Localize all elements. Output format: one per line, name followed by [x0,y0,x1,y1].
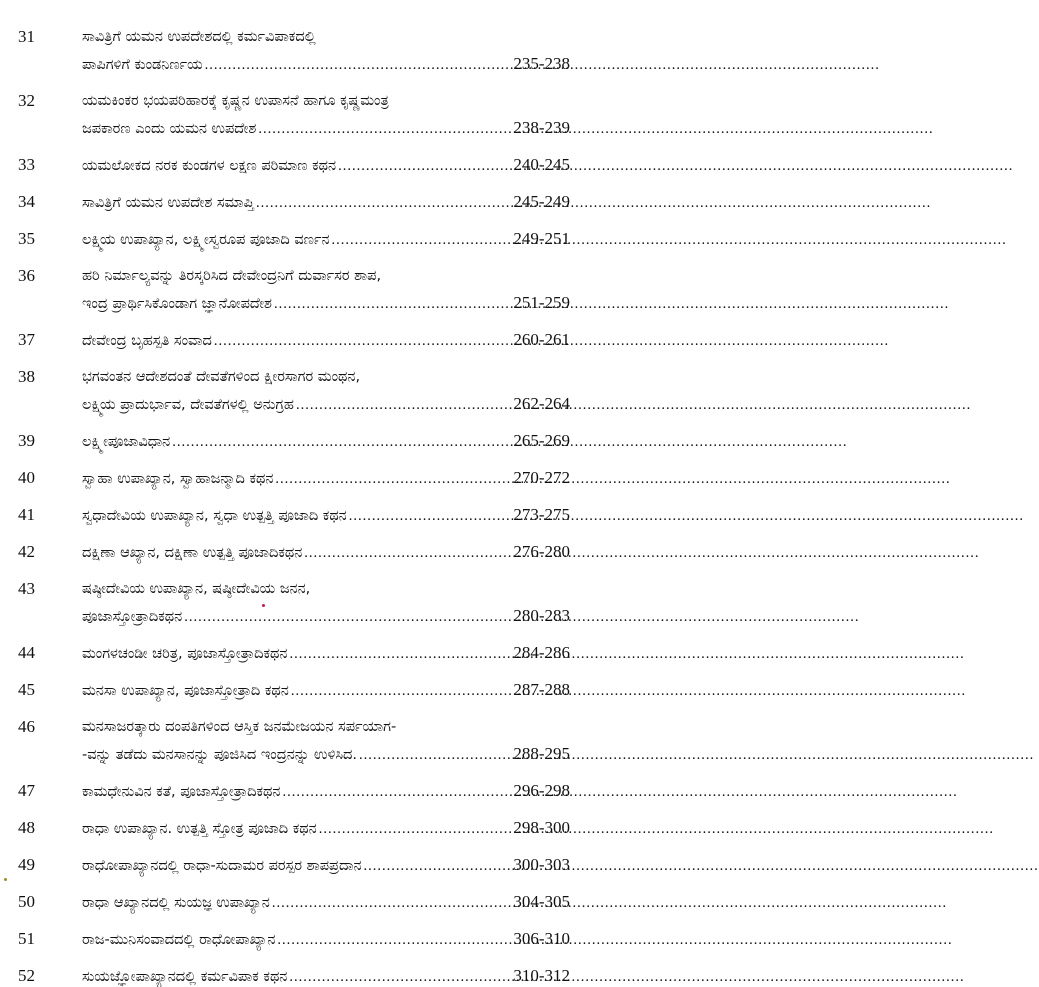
entry-title-text: ಮಂಗಳಚಂಡೀ ಚರಿತ್ರ, ಪೂಜಾಸ್ತೋತ್ರಾದಿಕಥನ [82,646,288,662]
entry-title-line: ಭಗವಂತನ ಆದೇಶದಂತೆ ದೇವತೆಗಳಿಂದ ಕ್ಷೀರಸಾಗರ ಮಂಥನ, [82,369,361,385]
entry-title-text: ಕಾಮಧೇನುವಿನ ಕತೆ, ಪೂಜಾಸ್ತೋತ್ರಾದಿಕಥನ [82,784,281,800]
entry-title-line: ಸಾವಿತ್ರಿಗೆ ಯಮನ ಉಪದೇಶದಲ್ಲಿ ಕರ್ಮವಿಪಾಕದಲ್ಲಿ [82,29,316,45]
page-range: 296-298 [513,781,570,800]
entry-number: 49 [18,855,35,874]
entry-title-final-line [82,118,570,139]
entry-title-final-line [82,929,570,950]
page-range: 273-275 [513,505,570,524]
entry-number: 48 [18,818,35,837]
entry-title-line: ಹರಿ ನಿರ್ಮಾಲ್ಯವನ್ನು ತಿರಸ್ಕರಿಸಿದ ದೇವೇಂದ್ರನಿಗೆ ದುರ್ವಾಸರ ಶಾಪ, [82,268,382,284]
entry-number: 45 [18,680,35,699]
entry-title-text: ದೇವೇಂದ್ರ ಬೃಹಸ್ಪತಿ ಸಂವಾದ [82,333,212,349]
page-range: 306-310 [513,929,570,948]
red-ink-speck [262,604,265,607]
entry-title-text: ದಕ್ಷಿಣಾ ಆಖ್ಯಾನ, ದಕ್ಷಿಣಾ ಉತ್ಪತ್ತಿ ಪೂಜಾದಿಕಥನ [82,545,303,561]
dot-leader [270,893,514,913]
page-range: 262-264 [513,394,570,413]
entry-number: 41 [18,505,35,524]
page-range: 288-295 [513,744,570,763]
entry-number: 37 [18,330,35,349]
entry-title-text: ಜಪಕಾರಣ ಎಂದು ಯಮನ ಉಪದೇಶ [82,121,257,137]
dot-leader [287,644,513,664]
entry-title-text: ಲಕ್ಷ್ಮಿಯ ಉಪಾಖ್ಯಾನ, ಲಕ್ಷ್ಮೀಸ್ವರೂಪ ಪೂಜಾದಿ ವರ್ಣನ [82,232,330,248]
entry-title-text: ಯಮಲೋಕದ ನರಕ ಕುಂಡಗಳ ಲಕ್ಷಣ ಪರಿಮಾಣ ಕಥನ [82,158,337,174]
page-range: 265-269 [513,431,570,450]
page-range: 310-312 [513,966,570,985]
page-range: 235-238 [513,54,570,73]
entry-title-final-line [82,394,570,415]
dot-leader [254,193,513,213]
page-range: 260-261 [513,330,570,349]
dot-leader [272,294,513,314]
entry-title-final-line [82,892,570,913]
entry-title-final-line [82,606,570,627]
entry-title-text: ಲಕ್ಷ್ಮೀಪೂಜಾವಿಧಾನ [82,434,171,450]
entry-number: 51 [18,929,35,948]
page-range: 287-288 [513,680,570,699]
entry-number: 50 [18,892,35,911]
entry-title-final-line [82,855,570,876]
dot-leader [182,607,513,627]
entry-number: 31 [18,27,35,46]
dot-leader [362,856,514,876]
entry-title-final-line [82,966,570,987]
entry-number: 47 [18,781,35,800]
entry-title-text: ರಾಧಾ ಆಖ್ಯಾನದಲ್ಲಿ ಸುಯಜ್ಞ ಉಪಾಖ್ಯಾನ [82,895,270,911]
entry-title-text: ರಾಧೋಪಾಖ್ಯಾನದಲ್ಲಿ ರಾಧಾ-ಸುದಾಮರ ಪರಸ್ಪರ ಶಾಪಪ್ರದಾನ [82,858,362,874]
entry-title-final-line [82,293,570,314]
entry-number: 32 [18,91,35,110]
entry-title-final-line [82,330,570,351]
ink-speck [4,878,7,881]
dot-leader [256,119,513,139]
page-range: 251-259 [513,293,570,312]
dot-leader [170,432,513,452]
entry-title-final-line [82,781,570,802]
entry-title-final-line [82,431,570,452]
entry-title-final-line [82,505,570,526]
entry-title-final-line [82,818,570,839]
entry-title-final-line [82,155,570,176]
entry-number: 52 [18,966,35,985]
entry-title-text: ಸ್ವಧಾದೇವಿಯ ಉಪಾಖ್ಯಾನ, ಸ್ವಧಾ ಉತ್ಪತ್ತಿ ಪೂಜಾದಿ ಕಥನ [82,508,347,524]
entry-number: 38 [18,367,35,386]
entry-title-line: ಮನಸಾಜರತ್ಕಾರು ದಂಪತಿಗಳಿಂದ ಆಸ್ತಿಕ ಜನಮೇಜಯನ ಸರ್ಪಯಾಗ- [82,719,397,735]
entry-title-text: ಲಕ್ಷ್ಮಿಯ ಪ್ರಾದುರ್ಭಾವ, ದೇವತೆಗಳಲ್ಲಿ ಅನುಗ್ರಹ [82,397,294,413]
entry-title-text: ಸುಯಜ್ಞೋಪಾಖ್ಯಾನದಲ್ಲಿ ಕರ್ಮವಿಪಾಕ ಕಥನ [82,969,288,985]
entry-title-final-line [82,744,570,765]
entry-title-text: ರಾಧಾ ಉಪಾಖ್ಯಾನ. ಉತ್ಪತ್ತಿ ಸ್ತೋತ್ರ ಪೂಜಾದಿ ಕಥನ [82,821,317,837]
entry-title-text: ರಾಜ-ಮುನಿಸಂವಾದದಲ್ಲಿ ರಾಧೋಪಾಖ್ಯಾನ [82,932,276,948]
entry-title-text: ಮನಸಾ ಉಪಾಖ್ಯಾನ, ಪೂಜಾಸ್ತೋತ್ರಾದಿ ಕಥನ [82,683,289,699]
dot-leader [275,930,513,950]
dot-leader [289,681,513,701]
entry-title-text: -ವನ್ನು ತಡೆದು ಮನಸಾನನ್ನು ಪೂಜಿಸಿದ ಇಂದ್ರನನ್ನು ಉಳಿಸಿದ. [82,747,358,763]
entry-number: 42 [18,542,35,561]
page-range: 284-286 [513,643,570,662]
page-range: 249-251 [513,229,570,248]
dot-leader [336,156,513,176]
entry-number: 39 [18,431,35,450]
entry-number: 40 [18,468,35,487]
dot-leader [317,819,514,839]
entry-number: 35 [18,229,35,248]
page-range: 276-280 [513,542,570,561]
entry-title-final-line [82,229,570,250]
entry-title-final-line [82,468,570,489]
entry-title-text: ಇಂದ್ರ ಪ್ರಾರ್ಥಿಸಿಕೊಂಡಾಗ ಜ್ಞಾನೋಪದೇಶ [82,296,272,312]
entry-number: 33 [18,155,35,174]
entry-title-final-line [82,54,570,75]
entry-title-final-line [82,192,570,213]
page-range: 298-300 [513,818,570,837]
entry-title-text: ಸಾವಿತ್ರಿಗೆ ಯಮನ ಉಪದೇಶ ಸಮಾಪ್ತಿ [82,195,255,211]
entry-number: 34 [18,192,35,211]
entry-number: 43 [18,579,35,598]
dot-leader [347,506,514,526]
entry-number: 46 [18,717,35,736]
page-range: 300-303 [513,855,570,874]
page-range: 270-272 [513,468,570,487]
entry-title-text: ಪಾಪಿಗಳಿಗೆ ಕುಂಡನಿರ್ಣಯ [82,57,203,73]
page-range: 238-239 [513,118,570,137]
entry-title-line: ಯಮಕಿಂಕರ ಭಯಪರಿಹಾರಕ್ಕೆ ಕೃಷ್ಣನ ಉಪಾಸನೆ ಹಾಗೂ ಕೃಷ್ಣಮಂತ್ರ [82,93,389,109]
dot-leader [280,782,513,802]
page-range: 304-305 [513,892,570,911]
page-range: 240-245 [513,155,570,174]
dot-leader [212,331,514,351]
dot-leader [330,230,514,250]
entry-title-text: ಪೂಜಾಸ್ತೋತ್ರಾದಿಕಥನ [82,609,183,625]
dot-leader [273,469,513,489]
dot-leader [287,967,513,987]
entry-title-line: ಷಷ್ಠೀದೇವಿಯ ಉಪಾಖ್ಯಾನ, ಷಷ್ಠೀದೇವಿಯ ಜನನ, [82,581,311,597]
dot-leader [294,395,513,415]
entry-title-final-line [82,680,570,701]
entry-number: 44 [18,643,35,662]
entry-title-text: ಸ್ವಾಹಾ ಉಪಾಖ್ಯಾನ, ಸ್ವಾಹಾಜನ್ಮಾದಿ ಕಥನ [82,471,274,487]
dot-leader [203,55,514,75]
page-range: 280-283 [513,606,570,625]
page-range: 245-249 [513,192,570,211]
entry-title-final-line [82,643,570,664]
dot-leader [302,543,513,563]
entry-title-final-line [82,542,570,563]
entry-number: 36 [18,266,35,285]
dot-leader [357,745,513,765]
